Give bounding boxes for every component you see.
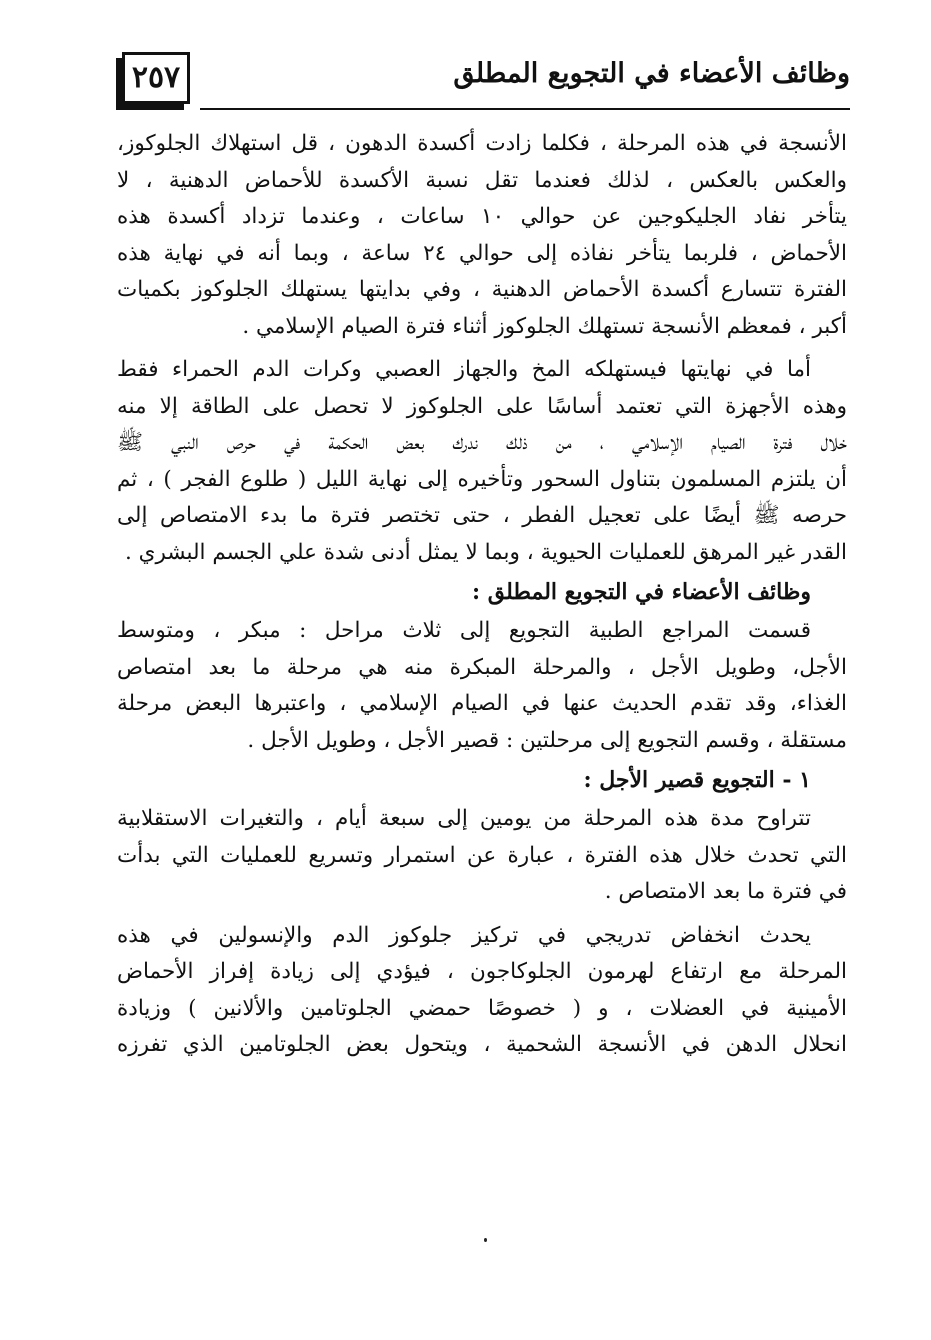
text-line: المرحلة مع ارتفاع لهرمون الجلوكاجون ، فيؤدي إلى زيادة إفراز الأحماض <box>117 959 847 984</box>
paragraph <box>117 613 847 759</box>
subsection-heading: ١ - التجويع قصير الأجل : <box>583 767 811 793</box>
header-divider <box>200 108 850 110</box>
text-line: تتراوح مدة هذه المرحلة من يومين إلى سبعة أيام ، والتغيرات الاستقلابية <box>117 806 811 831</box>
text-line: أن يلتزم المسلمون بتناول السحور وتأخيره إلى نهاية الليل ( طلوع الفجر ) ، ثم <box>117 466 847 492</box>
text-line: الفترة تتسارع أكسدة الأحماض الدهنية ، وفي بدايتها يستهلك الجلوكوز بكميات <box>117 277 847 302</box>
scan-speck <box>484 1238 487 1242</box>
paragraph <box>117 352 847 571</box>
text-line: الأحماض ، فلربما يتأخر نفاذه إلى حوالي ٢٤ ساعة ، وبما أنه في نهاية هذه <box>117 240 847 266</box>
text-line: الغذاء، وقد تقدم الحديث عنها في الصيام الإسلامي ، واعتبرها البعض مرحلة <box>117 691 847 716</box>
text-line: الأجل، وطويل الأجل ، والمرحلة المبكرة منه هي مرحلة ما بعد امتصاص <box>117 654 847 680</box>
text-line: قسمت المراجع الطبية التجويع إلى ثلاث مراحل : مبكر ، ومتوسط <box>117 618 811 643</box>
paragraph <box>117 918 847 1064</box>
body-text <box>117 126 847 1064</box>
text-line: خلال فترة الصيام الإسلامي ، من ذلك ندرك بعض الحكمة في حرص النبي ﷺ <box>117 430 847 455</box>
text-line: انحلال الدهن في الأنسجة الشحمية ، ويتحول بعض الجلوتامين الذي تفرزه <box>117 1032 847 1057</box>
text-line: يحدث انخفاض تدريجي في تركيز جلوكوز الدم والإنسولين في هذه <box>117 922 811 948</box>
text-line: في فترة ما بعد الامتصاص . <box>604 879 847 904</box>
paragraph <box>117 126 847 345</box>
text-line: وهذه الأجهزة التي تعتمد أساسًا على الجلوكوز لا تحصل على الطاقة إلا منه <box>117 393 847 419</box>
text-line: أما في نهايتها فيستهلكه المخ والجهاز العصبي وكرات الدم الحمراء فقط <box>117 357 811 382</box>
text-line: الأنسجة في هذه المرحلة ، فكلما زادت أكسدة الدهون ، قل استهلاك الجلوكوز، <box>117 131 847 156</box>
page-number: ٢٥٧ <box>122 52 190 104</box>
text-line: حرصه ﷺ أيضًا على تعجيل الفطر ، حتى تختصر فترة ما بدء الامتصاص إلى <box>117 503 847 528</box>
section-heading: وظائف الأعضاء في التجويع المطلق : <box>472 579 811 605</box>
text-line: والعكس بالعكس ، لذلك فعندما تقل نسبة الأكسدة للأحماض الدهنية ، لا <box>117 167 847 193</box>
text-line: أكبر ، فمعظم الأنسجة تستهلك الجلوكوز أثناء فترة الصيام الإسلامي . <box>242 313 847 339</box>
text-line: يتأخر نفاد الجليكوجين عن حوالي ١٠ ساعات ، وعندما تزداد أكسدة هذه <box>117 204 847 229</box>
running-title: وظائف الأعضاء في التجويع المطلق <box>453 58 850 89</box>
text-line: الأمينية في العضلات ، و ( خصوصًا حمضي الجلوتامين والألانين ) وزيادة <box>117 995 847 1021</box>
text-line: القدر غير المرهق للعمليات الحيوية ، وبما لا يمثل أدنى شدة علي الجسم البشري . <box>124 539 847 565</box>
page-header <box>110 42 850 112</box>
paragraph <box>117 801 847 911</box>
text-line: التي تحدث خلال هذه الفترة ، عبارة عن استمرار وتسريع للعمليات التي بدأت <box>117 842 847 868</box>
text-line: مستقلة ، وقسم التجويع إلى مرحلتين : قصير الأجل ، وطويل الأجل . <box>247 727 847 753</box>
